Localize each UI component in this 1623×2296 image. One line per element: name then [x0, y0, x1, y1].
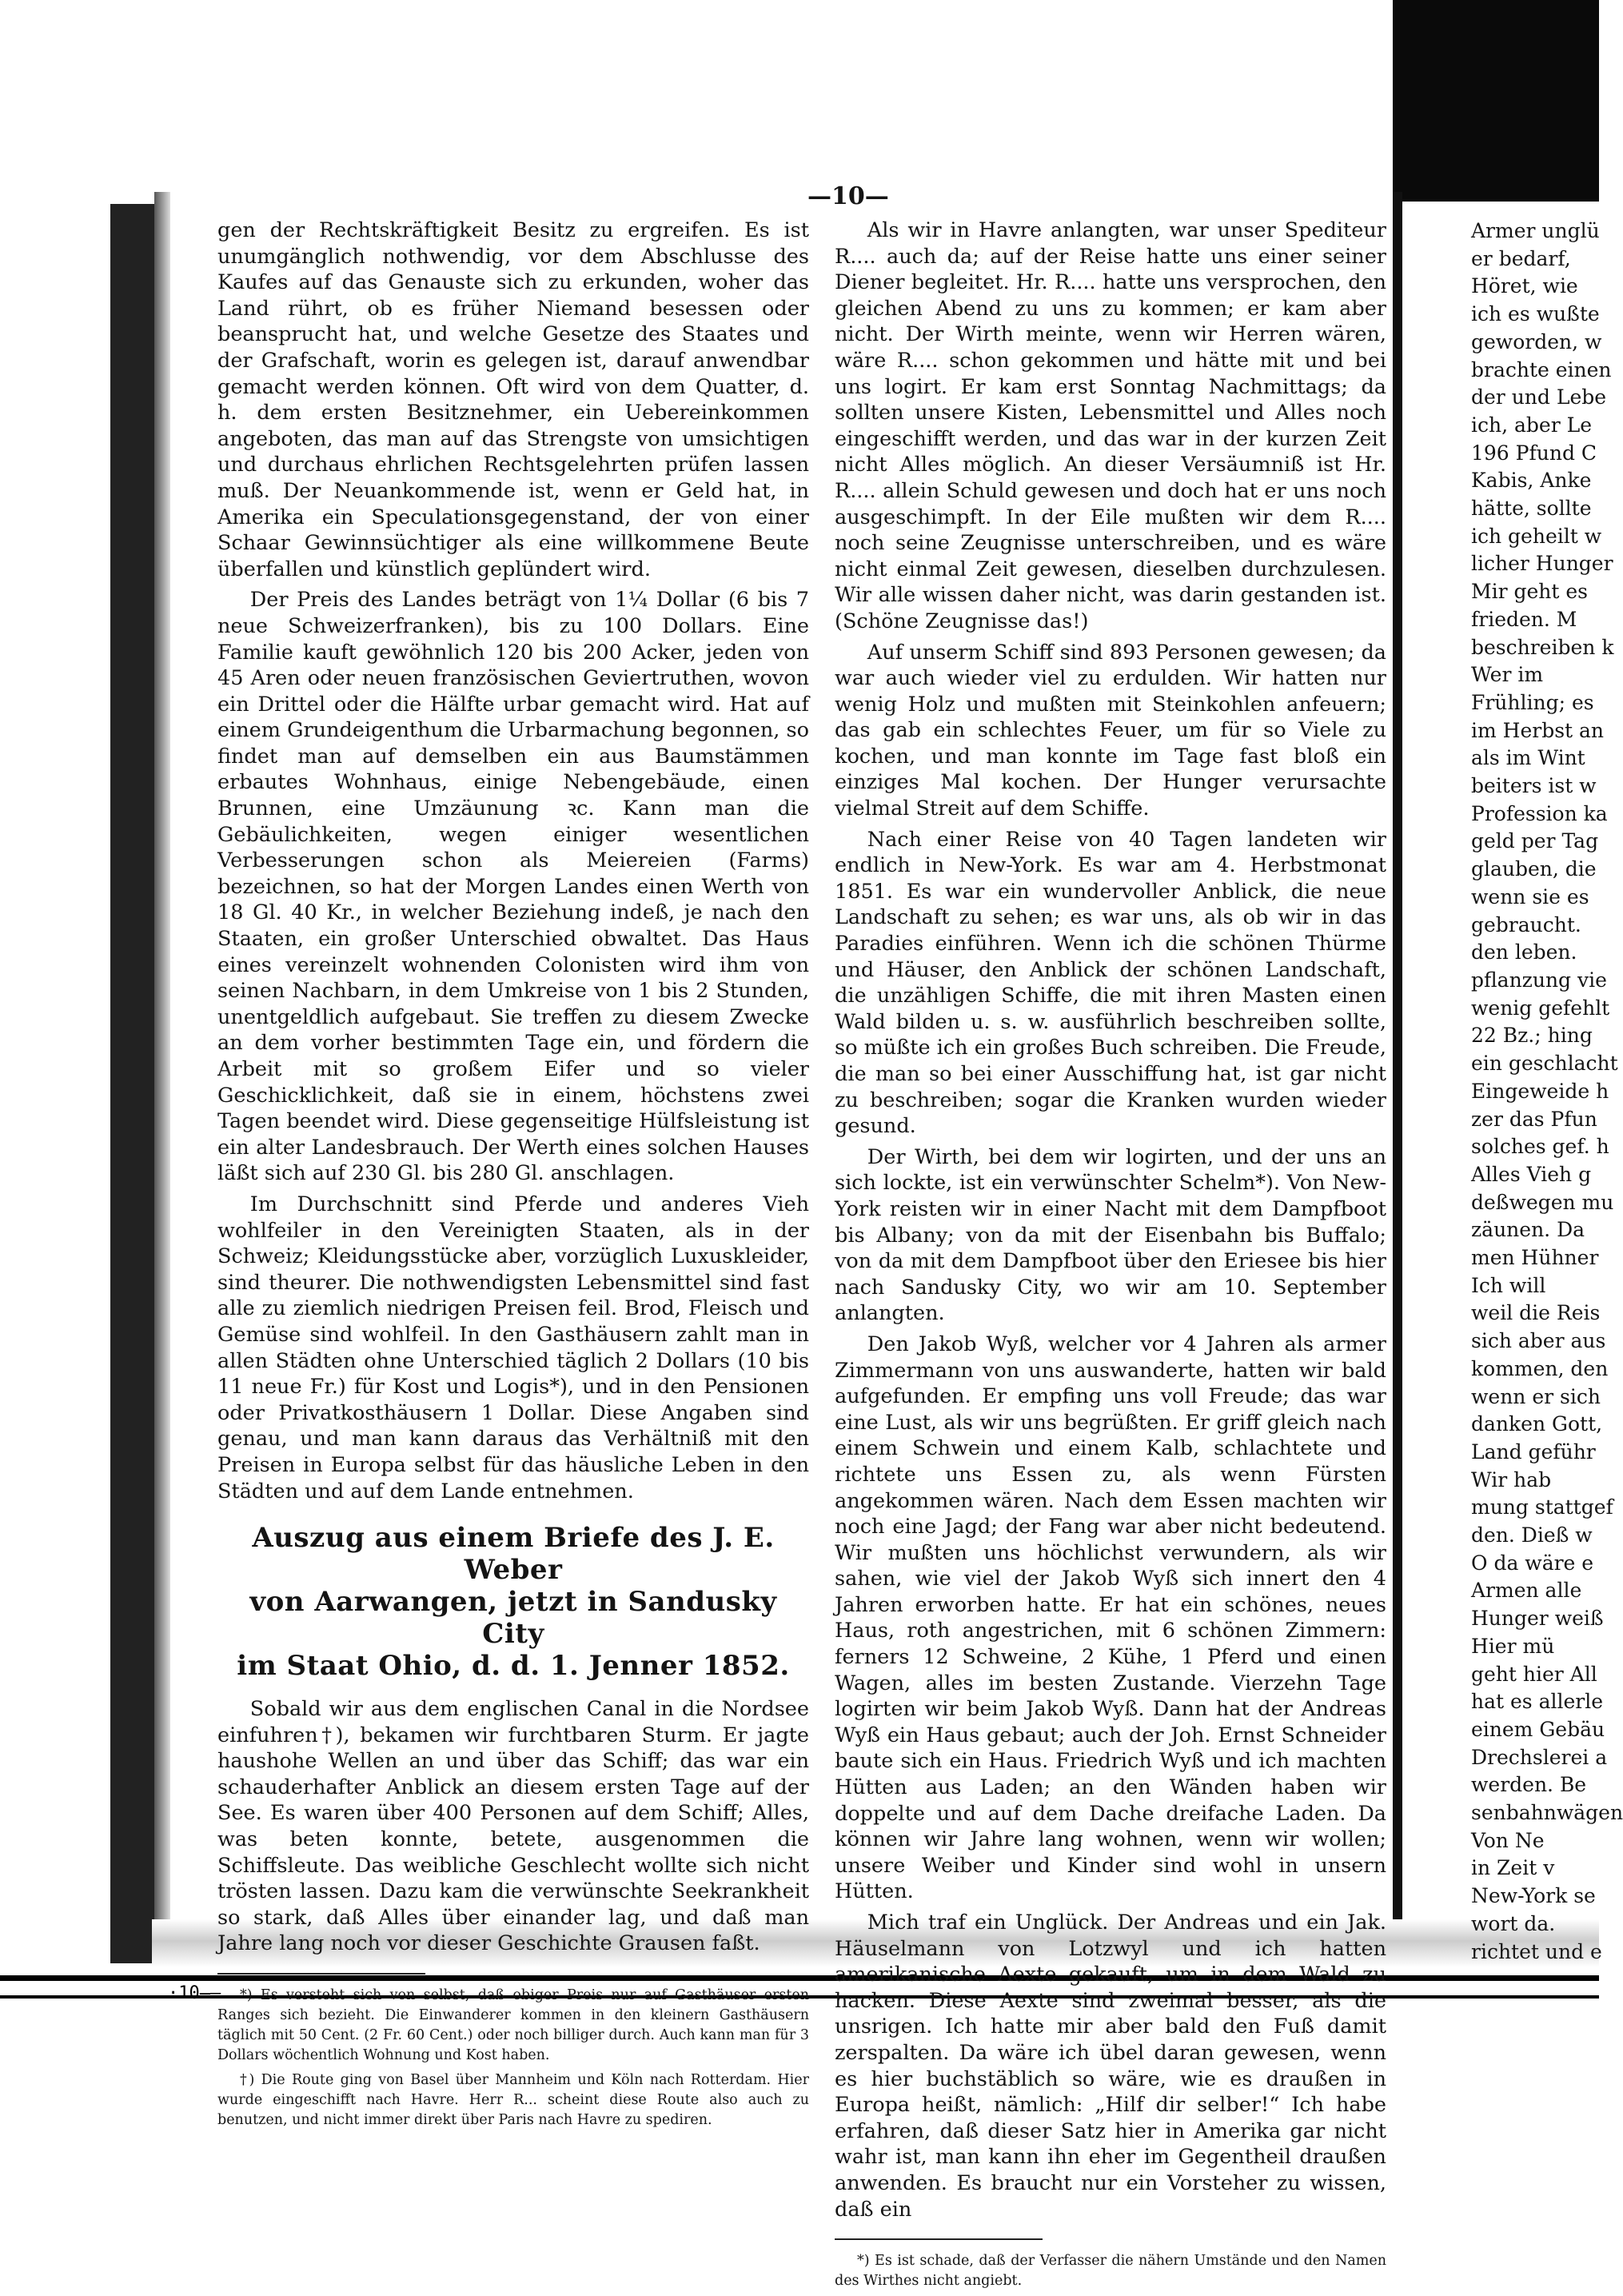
text-line: er bedarf, — [1471, 246, 1571, 270]
text-line: richtet und e — [1471, 1939, 1602, 1963]
scan-corner-dark — [1393, 0, 1599, 202]
text-line: Hunger weiß — [1471, 1607, 1604, 1631]
text-line: ich es wußte — [1471, 302, 1600, 326]
heading-line: im Staat Ohio, d. d. 1. Jenner 1852. — [237, 1650, 790, 1683]
text-line: gebraucht. — [1471, 912, 1581, 936]
paragraph: Als wir in Havre anlangten, war unser Spediteur R.... auch da; auf der Reise hatte uns einer seiner Diener begleitet. Hr. R.... hatte uns versprochen, den gleichen Abend zu uns zu kommen; er kam aber nicht. Der Wirth meinte, wenn wir Herren wären, wäre R.... schon gekommen und hätte mit und bei uns logirt. Er kam erst Sonntag Nachmittags; da sollten unsere Kisten, Lebensmittel und Alles noch eingeschifft werden, und das war in der kurzen Zeit nicht Alles möglich. An dieser Versäumniß ist Hr. R.... allein Schuld gewesen und doch hat er uns noch ausgeschimpft. In der Eile mußten wir dem R.... noch seine Zeugnisse unterschreiben, und es wäre nicht einmal Zeit gewesen, dieselben durchzulesen. Wir alle wissen daher nicht, was darin gestanden ist. (Schöne Zeugnisse das!) — [835, 218, 1386, 633]
text-line: wenn sie es — [1471, 884, 1589, 908]
scan-margin-left — [0, 0, 110, 2011]
paragraph: Der Wirth, bei dem wir logirten, und der uns an sich lockte, ist ein verwünschter Schelm*). Von New-York reisten wir in einer Nacht mit dem Dampfboot bis Albany; von da mit der Eisenbahn bis Buffalo; von da mit dem Dampfboot über den Eriesee bis hier nach Sandusky City, wo wir am 10. September anlangten. — [835, 1144, 1386, 1326]
scan-bottom-mark: ·10̶— — [168, 1983, 221, 2003]
page-number: —10— — [808, 182, 889, 210]
text-line: danken Gott, — [1471, 1412, 1603, 1436]
text-line: der und Lebe — [1471, 385, 1607, 409]
text-line: pflanzung vie — [1471, 968, 1607, 992]
page-edge-shadow — [154, 192, 170, 1967]
text-line: 22 Bz.; hing — [1471, 1024, 1593, 1048]
text-line: Armen alle — [1471, 1579, 1582, 1603]
text-line: geworden, w — [1471, 329, 1602, 353]
text-line: mung stattgef — [1471, 1495, 1613, 1519]
text-line: hat es allerle — [1471, 1690, 1604, 1714]
middle-column — [835, 218, 1386, 2296]
paragraph: Den Jakob Wyß, welcher vor 4 Jahren als armer Zimmermann von uns auswanderte, hatten wir bald aufgefunden. Er empfing uns voll Freude; das war eine Lust, als wir uns begrüßten. Er griff gleich nach einem Schwein und einem Kalb, schlachtete und richtete uns Essen zu, als wenn Fürsten angekommen wären. Nach dem Essen machten wir noch eine Jagd; der Fang war aber nicht bedeutend. Wir mußten uns höchlichst verwundern, als wir sahen, wie viel der Jakob Wyß sich innert den 4 Jahren erworben hatte. Er hat ein schönes, neues Haus, roth angestrichen, mit 6 schönen Zimmern: ferners 12 Schweine, 2 Kühe, 1 Pferd und einen Wagen, alles im besten Zustande. Vierzehn Tage logirten wir beim Jakob Wyß. Dann hat der Andreas Wyß ein Haus gebaut; auch der Joh. Ernst Schneider baute sich ein Haus. Friedrich Wyß und ich machten Hütten aus Laden; an den Wänden haben wir doppelte und auf dem Dache dreifache Laden. Da können wir Jahre lang wohnen, wenn wir wollen; unsere Weiber und Kinder sind wohl in unsern Hütten. — [835, 1332, 1386, 1904]
text-line: Land geführ — [1471, 1439, 1596, 1463]
text-line: Armer unglü — [1471, 219, 1600, 242]
text-line: Wer im — [1471, 663, 1544, 687]
text-line: Von Ne — [1471, 1828, 1545, 1852]
text-line: kommen, den — [1471, 1356, 1609, 1380]
heading-line: Auszug aus einem Briefe des J. E. Weber — [252, 1522, 775, 1587]
text-line: Drechslerei a — [1471, 1745, 1608, 1769]
footnote-divider — [217, 1973, 425, 1975]
text-line: wenn er sich — [1471, 1384, 1601, 1408]
paragraph: Auf unserm Schiff sind 893 Personen gewesen; da war auch wieder viel zu erdulden. Wir hatten nur wenig Holz und mußten mit Steinkohlen anfeuern; das gab ein schlechtes Feuer, um für so Viele zu kochen, und man konnte im Tage fast bloß ein einziges Mal kochen. Der Hunger verursachte vielmal Streit auf dem Schiffe. — [835, 640, 1386, 821]
footnote-divider — [835, 2238, 1043, 2240]
text-line: wort da. — [1471, 1911, 1556, 1935]
paragraph: Mich traf ein Unglück. Der Andreas und ein Jak. Häuselmann von Lotzwyl und ich hatten amerikanische Aexte gekauft, um in dem Wald zu hacken. Diese Aexte sind zweimal besser, als die unsrigen. Ich hatte mir aber bald den Fuß damit zerspalten. Da wäre ich übel daran gewesen, wenn es hier buchstäblich so wäre, wie es draußen in Europa heißt, nämlich: „Hilf dir selber!“ Ich habe erfahren, daß dieser Satz hier in Amerika gar nicht wahr ist, man kann ihn eher im Gegentheil draußen anwenden. Es braucht nur ein Vorsteher zu wissen, daß ein — [835, 1911, 1386, 2222]
text-line: New-York se — [1471, 1884, 1596, 1908]
paragraph: Sobald wir aus dem englischen Canal in die Nordsee einfuhren†), bekamen wir furchtbaren Sturm. Er jagte haushohe Wellen an und über das Schiff; das war ein schauderhafter Anblick an diesem ersten Tage auf der See. Es waren über 400 Personen auf dem Schiff; Alles, was beten konnte, betete, ausgenommen die Schiffsleute. Das weibliche Geschlecht wollte sich nicht trösten lassen. Dazu kam die verwünschte Seekrankheit so stark, daß Alles über einander lag, und daß man Jahre lang noch vor dieser Geschichte Grausen faßt. — [217, 1697, 809, 1956]
text-line: im Herbst an — [1471, 718, 1605, 742]
footnote: *) Es versteht sich von selbst, daß obiger Preis nur auf Gasthäuser ersten Ranges sich bezieht. Die Einwanderer kommen in den kleinern Gasthäusern täglich mit 50 Cent. (2 Fr. 60 Cent.) oder noch billiger durch. Auch kann man für 3 Dollars wöchentlich Wohnung und Kost haben. — [217, 1987, 809, 2064]
text-line: beiters ist w — [1471, 774, 1597, 798]
text-line: werden. Be — [1471, 1773, 1587, 1797]
text-line: Ich will — [1471, 1273, 1546, 1297]
text-line: frieden. M — [1471, 607, 1577, 631]
text-line: ich, aber Le — [1471, 413, 1592, 437]
text-line: sich aber aus — [1471, 1329, 1606, 1353]
text-line: solches gef. h — [1471, 1135, 1609, 1159]
text-line: Kabis, Anke — [1471, 469, 1592, 493]
text-line: hätte, sollte — [1471, 497, 1592, 521]
paragraph: Im Durchschnitt sind Pferde und anderes Vieh wohlfeiler in den Vereinigten Staaten, als in der Schweiz; Kleidungsstücke aber, vorzüglich Luxuskleider, sind theurer. Die nothwendigsten Lebensmittel sind fast alle zu ziemlich niedrigen Preisen feil. Brod, Fleisch und Gemüse sind wohlfeil. In den Gasthäusern zahlt man in allen Städten ohne Unterschied täglich 2 Dollars (10 bis 11 neue Fr.) für Kost und Logis*), und in den Pensionen oder Privatkosthäusern 1 Dollar. Diese Angaben sind genau, und man kann daraus das Verhältniß mit den Preisen in Europa selbst für das häusliche Leben in den Städten und auf dem Lande entnehmen. — [217, 1192, 809, 1503]
left-column — [217, 218, 809, 2135]
text-line: O da wäre e — [1471, 1551, 1594, 1575]
text-line: ich geheilt w — [1471, 524, 1602, 548]
text-line: Alles Vieh g — [1471, 1162, 1592, 1186]
text-line: Höret, wie — [1471, 274, 1578, 298]
text-line: weil die Reis — [1471, 1301, 1601, 1325]
book-binding — [110, 204, 154, 1963]
paragraph: Nach einer Reise von 40 Tagen landeten wir endlich in New-York. Es war am 4. Herbstmonat 1851. Es war ein wundervoller Anblick, die neue Landschaft zu sehen; es war uns, als ob wir in das Paradies einführen. Wenn ich die schönen Thürme und Häuser, den Anblick der schönen Landschaft, die unzähligen Schiffe, die mit ihren Masten einen Wald bilden u. s. w. ausführlich beschreiben sollte, so müßte ich ein großes Buch schreiben. Die Freude, die man so bei einer Ausschiffung hat, ist gar nicht zu beschreiben; sogar die Kranken wurden wieder gesund. — [835, 827, 1386, 1139]
footnote: †) Die Route ging von Basel über Mannheim und Köln nach Rotterdam. Hier wurde eingeschifft nach Havre. Herr R... scheint diese Route also auch zu benutzen, und nicht immer direkt über Paris nach Havre zu spediren. — [217, 2072, 809, 2129]
page-fold-edge — [1393, 192, 1402, 1963]
paragraph: Der Preis des Landes beträgt von 1¼ Dollar (6 bis 7 neue Schweizerfranken), bis zu 100 Dollars. Eine Familie kauft gewöhnlich 120 bis 200 Acker, jeden von 45 Aren oder neuen französischen Geviertruthen, wovon ein Drittel oder die Hälfte urbar gemacht wird. Hat auf einem Grundeigenthum die Urbarmachung begonnen, so findet man auf demselben ein aus Baumstämmen erbautes Wohnhaus, einige Nebengebäude, einen Brunnen, eine Umzäunung ꝛc. Kann man die Gebäulichkeiten, wegen einiger wesentlichen Verbesserungen schon als Meiereien (Farms) bezeichnen, so hat der Morgen Landes einen Werth von 18 Gl. 40 Kr., in welcher Beziehung indeß, je nach den Staaten, ein großer Unterschied obwaltet. Das Haus eines vereinzelt wohnenden Colonisten wird ihm von seinen Nachbarn, in dem Umkreise von 1 bis 2 Stunden, unentgeldlich aufgebaut. Sie treffen zu diesem Zwecke an dem vorher bestimmten Tage ein, und fördern die Arbeit mit so großem Eifer und so vieler Geschicklichkeit, daß sie in einem, höchstens zwei Tagen beendet wird. Diese gegenseitige Hülfsleistung ist ein alter Landesbrauch. Der Werth eines solchen Hauses läßt sich auf 230 Gl. bis 280 Gl. anschlagen. — [217, 588, 809, 1186]
text-line: zäunen. Da — [1471, 1218, 1585, 1242]
text-line: licher Hunger — [1471, 552, 1613, 576]
text-line: deßwegen mu — [1471, 1190, 1614, 1214]
text-line: beschreiben k — [1471, 635, 1614, 659]
text-line: den. Dieß w — [1471, 1523, 1593, 1547]
text-line: den leben. — [1471, 940, 1577, 964]
text-line: wenig gefehlt — [1471, 996, 1610, 1020]
text-line: einem Gebäu — [1471, 1717, 1605, 1741]
text-line: als im Wint — [1471, 746, 1585, 770]
text-line: Eingeweide h — [1471, 1079, 1609, 1103]
text-line: zer das Pfun — [1471, 1107, 1597, 1131]
text-line: geht hier All — [1471, 1662, 1597, 1686]
text-line: Mir geht es — [1471, 580, 1589, 604]
text-line: in Zeit v — [1471, 1856, 1555, 1880]
paragraph: gen der Rechtskräftigkeit Besitz zu ergreifen. Es ist unumgänglich nothwendig, vor dem Abschlusse des Kaufes auf das Genauste sich zu erkunden, woher das Land rührt, ob es früher Niemand besessen oder beansprucht hat, und welche Gesetze des Staates und der Grafschaft, worin es gelegen ist, darauf anwendbar gemacht werden können. Oft wird von dem Quatter, d. h. dem ersten Besitznehmer, ein Uebereinkommen angeboten, das man auf das Strengste von umsichtigen und durchaus ehrlichen Rechtsgelehrten prüfen lassen muß. Der Neuankommende ist, wenn er Geld hat, in Amerika ein Speculationsgegenstand, der von einer Schaar Gewinnsüchtiger als eine willkommene Beute überfallen und künstlich geplündert wird. — [217, 218, 809, 581]
text-line: senbahnwägen — [1471, 1801, 1623, 1825]
text-line: men Hühner — [1471, 1246, 1599, 1270]
text-line: glauben, die — [1471, 857, 1597, 881]
right-column-cropped — [1471, 218, 1623, 1966]
text-line: brachte einen — [1471, 357, 1612, 381]
footnote: *) Es ist schade, daß der Verfasser die nähern Umstände und den Namen des Wirthes nicht angiebt. — [835, 2253, 1386, 2290]
text-line: Hier mü — [1471, 1634, 1555, 1658]
text-line: Frühling; es — [1471, 690, 1594, 714]
heading-line: von Aarwangen, jetzt in Sandusky City — [249, 1586, 777, 1651]
text-line: ein geschlacht — [1471, 1052, 1618, 1076]
letter-heading — [217, 1522, 809, 1682]
text-line: geld per Tag — [1471, 829, 1599, 853]
text-line: 196 Pfund C — [1471, 441, 1597, 465]
text-line: Wir hab — [1471, 1467, 1552, 1491]
text-line: Profession ka — [1471, 801, 1608, 825]
